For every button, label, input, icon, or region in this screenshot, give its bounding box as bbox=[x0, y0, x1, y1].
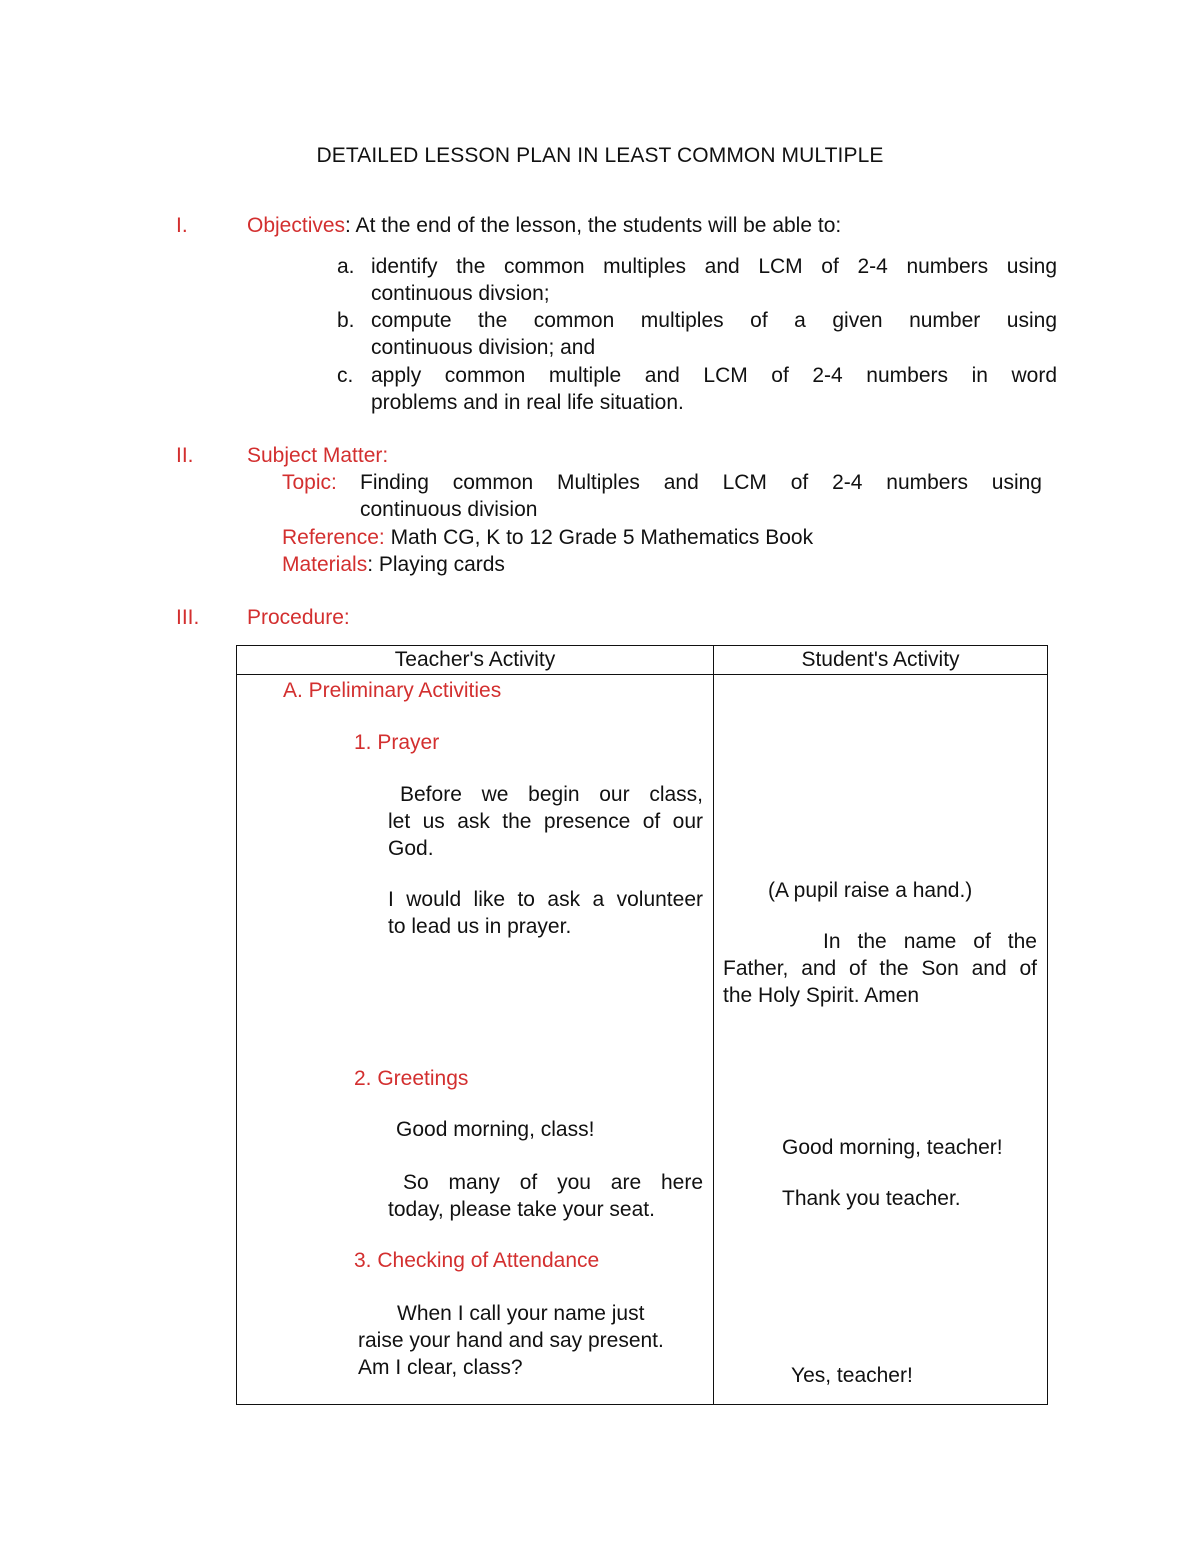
objective-item-c bbox=[371, 362, 1057, 416]
topic-line2: continuous division bbox=[360, 498, 538, 521]
section-numeral-objectives: I. bbox=[176, 214, 188, 237]
objective-c-line1: apply common multiple and LCM of 2-4 numbers in word bbox=[371, 364, 1057, 387]
objectives-label: Objectives bbox=[247, 214, 346, 237]
materials-label: Materials bbox=[282, 553, 368, 576]
objective-a-line2: continuous divsion; bbox=[371, 282, 550, 305]
reference-value: Math CG, K to 12 Grade 5 Mathematics Book bbox=[384, 526, 814, 549]
objective-b-line1: compute the common multiples of a given number using bbox=[371, 309, 1057, 332]
procedure-heading: Procedure: bbox=[247, 606, 350, 629]
procedure-table bbox=[236, 645, 1048, 1405]
objectives-intro: : At the end of the lesson, the students will be able to: bbox=[345, 214, 842, 237]
student-prayer-line3: the Holy Spirit. Amen bbox=[723, 984, 920, 1007]
prayer-line1: Before we begin our class, bbox=[400, 783, 703, 806]
prayer-line4: I would like to ask a volunteer bbox=[388, 888, 703, 911]
materials-line bbox=[282, 551, 505, 578]
prayer-text bbox=[388, 781, 703, 862]
greetings-line1: Good morning, class! bbox=[396, 1118, 595, 1141]
page-title: DETAILED LESSON PLAN IN LEAST COMMON MULTIPLE bbox=[316, 144, 884, 167]
subject-matter-heading: Subject Matter: bbox=[247, 444, 389, 467]
student-response-raise-hand: (A pupil raise a hand.) bbox=[768, 879, 973, 902]
reference-label: Reference: bbox=[282, 526, 385, 549]
section-numeral-procedure: III. bbox=[176, 606, 200, 629]
topic-value bbox=[360, 469, 1042, 523]
prayer-line5: to lead us in prayer. bbox=[388, 915, 572, 938]
student-prayer-line2: Father, and of the Son and of bbox=[723, 957, 1037, 980]
attendance-line2: raise your hand and say present. bbox=[358, 1329, 664, 1352]
greetings-heading: 2. Greetings bbox=[354, 1067, 469, 1090]
prayer-heading: 1. Prayer bbox=[354, 731, 440, 754]
student-activity-cell bbox=[714, 675, 1048, 1405]
objective-c-line2: problems and in real life situation. bbox=[371, 391, 684, 414]
objective-item-a bbox=[371, 253, 1057, 307]
topic-line1: Finding common Multiples and LCM of 2-4 numbers using bbox=[360, 471, 1042, 494]
prayer-line3: God. bbox=[388, 837, 434, 860]
objective-letter-c: c. bbox=[337, 364, 354, 387]
teacher-activity-cell bbox=[237, 675, 714, 1405]
header-teacher-activity: Teacher's Activity bbox=[237, 646, 714, 675]
table-header-row bbox=[237, 646, 1048, 675]
topic-label: Topic: bbox=[282, 471, 337, 494]
objective-item-b bbox=[371, 307, 1057, 361]
table-row bbox=[237, 675, 1048, 1405]
student-prayer-line1: In the name of the bbox=[823, 930, 1037, 953]
prayer-line2: let us ask the presence of our bbox=[388, 810, 703, 833]
objective-letter-b: b. bbox=[337, 309, 355, 332]
objective-a-line1: identify the common multiples and LCM of 2-4 numbers using bbox=[371, 255, 1057, 278]
student-response-greeting: Good morning, teacher! bbox=[782, 1136, 1003, 1159]
prayer-volunteer-text bbox=[388, 886, 703, 940]
attendance-line1: When I call your name just bbox=[397, 1302, 645, 1325]
student-response-prayer bbox=[723, 928, 1037, 1009]
reference-line bbox=[282, 524, 813, 551]
greetings-line2: So many of you are here bbox=[403, 1171, 703, 1194]
section-numeral-subject-matter: II. bbox=[176, 444, 194, 467]
student-response-yes: Yes, teacher! bbox=[791, 1364, 913, 1387]
preliminary-activities-heading: A. Preliminary Activities bbox=[283, 679, 502, 702]
header-student-activity: Student's Activity bbox=[714, 646, 1048, 675]
greetings-line3: today, please take your seat. bbox=[388, 1198, 655, 1221]
objectives-heading bbox=[247, 212, 841, 239]
attendance-heading: 3. Checking of Attendance bbox=[354, 1249, 600, 1272]
materials-value: : Playing cards bbox=[367, 553, 505, 576]
attendance-text bbox=[358, 1300, 664, 1381]
objective-letter-a: a. bbox=[337, 255, 355, 278]
attendance-line3: Am I clear, class? bbox=[358, 1356, 523, 1379]
greetings-text bbox=[388, 1169, 703, 1223]
objective-b-line2: continuous division; and bbox=[371, 336, 596, 359]
student-response-thanks: Thank you teacher. bbox=[782, 1187, 961, 1210]
